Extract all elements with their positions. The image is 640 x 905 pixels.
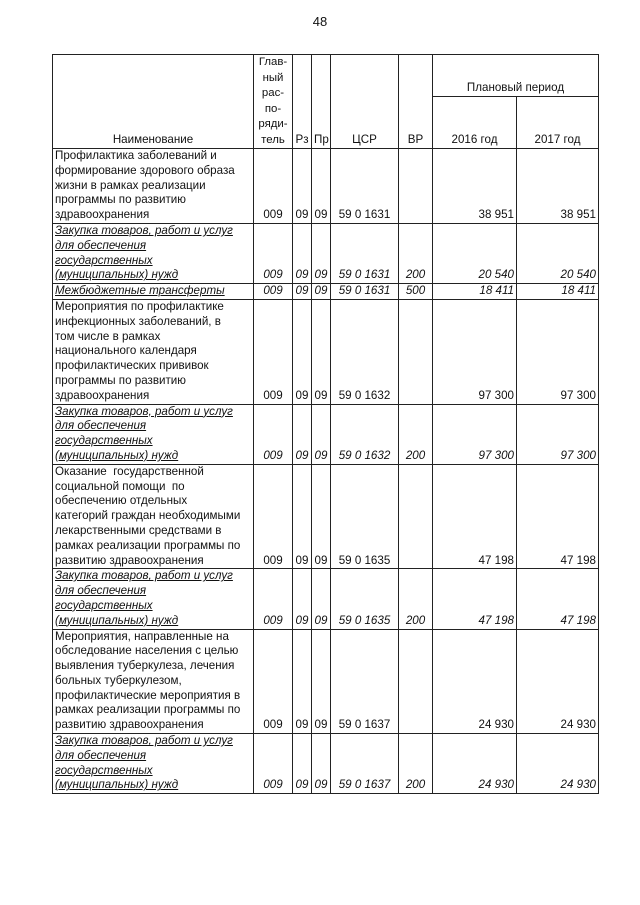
row-csr: 59 0 1637 <box>331 629 399 734</box>
row-name-line: развитию здравоохранения <box>55 718 204 732</box>
row-csr: 59 0 1632 <box>331 404 399 464</box>
row-name <box>53 149 254 224</box>
row-name-line: социальной помощи по <box>55 479 185 493</box>
row-csr: 59 0 1635 <box>331 464 399 569</box>
row-rz: 09 <box>293 734 312 794</box>
header-year-2016: 2016 год <box>433 96 517 148</box>
row-value-2016: 18 411 <box>433 284 517 300</box>
row-name-line: (муниципальных) нужд <box>55 613 179 627</box>
header-vr: ВР <box>399 55 433 149</box>
row-name-line: Закупка товаров, работ и услуг <box>55 223 233 237</box>
row-value-2016: 47 198 <box>433 464 517 569</box>
header-year-2017: 2017 год <box>517 96 599 148</box>
row-csr: 59 0 1631 <box>331 223 399 283</box>
row-pr: 09 <box>312 464 331 569</box>
row-name-line: здравоохранения <box>55 208 150 222</box>
header-rz: Рз <box>293 55 312 149</box>
row-pr: 09 <box>312 734 331 794</box>
header-main-manager-line: ный <box>262 71 284 84</box>
header-main-manager-line: ряди- <box>258 118 288 130</box>
row-vr: 200 <box>399 734 433 794</box>
row-name-line: государственных <box>55 763 153 777</box>
table-row <box>53 569 599 629</box>
header-csr: ЦСР <box>331 55 399 149</box>
row-name-line: для обеспечения <box>55 419 147 433</box>
row-value-2017: 38 951 <box>517 149 599 224</box>
row-rz: 09 <box>293 404 312 464</box>
row-rz: 09 <box>293 629 312 734</box>
row-vr: 500 <box>399 284 433 300</box>
row-vr <box>399 149 433 224</box>
header-pr: Пр <box>312 55 331 149</box>
row-name-line: программы по развитию <box>55 193 186 207</box>
row-value-2016: 38 951 <box>433 149 517 224</box>
row-pr: 09 <box>312 629 331 734</box>
header-row <box>53 55 599 97</box>
header-main-manager-line: рас- <box>261 87 285 99</box>
row-rz: 09 <box>293 284 312 300</box>
table-row <box>53 223 599 283</box>
row-name-line: (муниципальных) нужд <box>55 448 179 462</box>
row-name-line: профилактических прививок <box>55 359 209 373</box>
row-main-manager: 009 <box>254 299 293 404</box>
row-main-manager: 009 <box>254 569 293 629</box>
row-name-line: лекарственными средствами в <box>55 523 222 537</box>
table-row <box>53 284 599 300</box>
header-name: Наименование <box>53 55 254 149</box>
row-name-line: Межбюджетные трансферты <box>55 284 225 298</box>
row-rz: 09 <box>293 569 312 629</box>
row-name-line: развитию здравоохранения <box>55 553 204 567</box>
row-name <box>53 284 254 300</box>
header-main-manager <box>254 55 293 149</box>
row-value-2017: 97 300 <box>517 299 599 404</box>
row-main-manager: 009 <box>254 629 293 734</box>
table-row <box>53 299 599 404</box>
row-main-manager: 009 <box>254 464 293 569</box>
row-value-2016: 24 930 <box>433 629 517 734</box>
row-value-2016: 20 540 <box>433 223 517 283</box>
budget-table <box>52 54 599 794</box>
header-main-manager-line: Глав- <box>258 56 288 68</box>
page-number: 48 <box>312 14 328 29</box>
row-main-manager: 009 <box>254 149 293 224</box>
row-name-line: жизни в рамках реализации <box>55 178 206 192</box>
row-name <box>53 223 254 283</box>
header-plan-period: Плановый период <box>433 55 599 97</box>
row-value-2017: 97 300 <box>517 404 599 464</box>
row-name <box>53 299 254 404</box>
table-row <box>53 629 599 734</box>
row-name-line: инфекционных заболеваний, в <box>55 314 221 328</box>
row-name-line: Профилактика заболеваний и <box>55 149 217 162</box>
row-name-line: национального календаря <box>55 344 197 358</box>
row-value-2017: 18 411 <box>517 284 599 300</box>
row-name-line: государственных <box>55 253 153 267</box>
table-row <box>53 404 599 464</box>
row-name-line: для обеспечения <box>55 748 147 762</box>
row-value-2017: 47 198 <box>517 464 599 569</box>
row-rz: 09 <box>293 299 312 404</box>
table-row <box>53 149 599 224</box>
row-value-2017: 20 540 <box>517 223 599 283</box>
row-name-line: Закупка товаров, работ и услуг <box>55 734 233 748</box>
row-csr: 59 0 1631 <box>331 149 399 224</box>
row-name-line: Мероприятия, направленные на <box>55 629 229 643</box>
row-pr: 09 <box>312 149 331 224</box>
row-name-line: том числе в рамках <box>55 329 161 343</box>
row-name <box>53 734 254 794</box>
row-name-line: (муниципальных) нужд <box>55 268 179 282</box>
row-vr: 200 <box>399 569 433 629</box>
row-name-line: для обеспечения <box>55 238 147 252</box>
row-name-line: (муниципальных) нужд <box>55 778 179 792</box>
row-rz: 09 <box>293 464 312 569</box>
row-name-line: категорий граждан необходимыми <box>55 509 241 523</box>
row-pr: 09 <box>312 569 331 629</box>
row-vr: 200 <box>399 223 433 283</box>
row-vr <box>399 629 433 734</box>
row-csr: 59 0 1632 <box>331 299 399 404</box>
row-name <box>53 464 254 569</box>
row-csr: 59 0 1631 <box>331 284 399 300</box>
row-value-2017: 24 930 <box>517 629 599 734</box>
row-pr: 09 <box>312 299 331 404</box>
row-pr: 09 <box>312 284 331 300</box>
row-vr <box>399 464 433 569</box>
row-name <box>53 629 254 734</box>
row-name <box>53 569 254 629</box>
row-name-line: больных туберкулезом, <box>55 673 182 687</box>
row-value-2016: 97 300 <box>433 404 517 464</box>
row-name-line: государственных <box>55 598 153 612</box>
header-main-manager-line: тель <box>261 133 285 146</box>
row-name-line: Закупка товаров, работ и услуг <box>55 569 233 583</box>
row-name-line: для обеспечения <box>55 584 147 598</box>
row-csr: 59 0 1637 <box>331 734 399 794</box>
row-name-line: обеспечению отдельных <box>55 494 188 508</box>
row-main-manager: 009 <box>254 734 293 794</box>
row-value-2017: 24 930 <box>517 734 599 794</box>
row-name-line: профилактические мероприятия в <box>55 688 241 702</box>
row-rz: 09 <box>293 223 312 283</box>
row-name-line: Закупка товаров, работ и услуг <box>55 404 233 418</box>
table-row <box>53 464 599 569</box>
row-name-line: обследование населения с целью <box>55 644 239 658</box>
header-main-manager-line: по- <box>264 102 282 115</box>
row-main-manager: 009 <box>254 404 293 464</box>
row-name-line: программы по развитию <box>55 373 186 387</box>
row-name-line: выявления туберкулеза, лечения <box>55 659 235 673</box>
row-pr: 09 <box>312 404 331 464</box>
row-name-line: Мероприятия по профилактике <box>55 299 224 313</box>
row-value-2017: 47 198 <box>517 569 599 629</box>
row-main-manager: 009 <box>254 284 293 300</box>
row-name-line: рамках реализации программы по <box>55 538 241 552</box>
row-rz: 09 <box>293 149 312 224</box>
row-name-line: рамках реализации программы по <box>55 703 241 717</box>
row-vr <box>399 299 433 404</box>
row-main-manager: 009 <box>254 223 293 283</box>
row-value-2016: 97 300 <box>433 299 517 404</box>
row-value-2016: 24 930 <box>433 734 517 794</box>
row-name-line: Оказание государственной <box>55 464 204 478</box>
row-csr: 59 0 1635 <box>331 569 399 629</box>
row-value-2016: 47 198 <box>433 569 517 629</box>
table-row <box>53 734 599 794</box>
row-name-line: здравоохранения <box>55 388 150 402</box>
row-name-line: государственных <box>55 434 153 448</box>
row-name-line: формирование здорового образа <box>55 163 235 177</box>
table-body <box>53 149 599 794</box>
row-name <box>53 404 254 464</box>
row-pr: 09 <box>312 223 331 283</box>
row-vr: 200 <box>399 404 433 464</box>
